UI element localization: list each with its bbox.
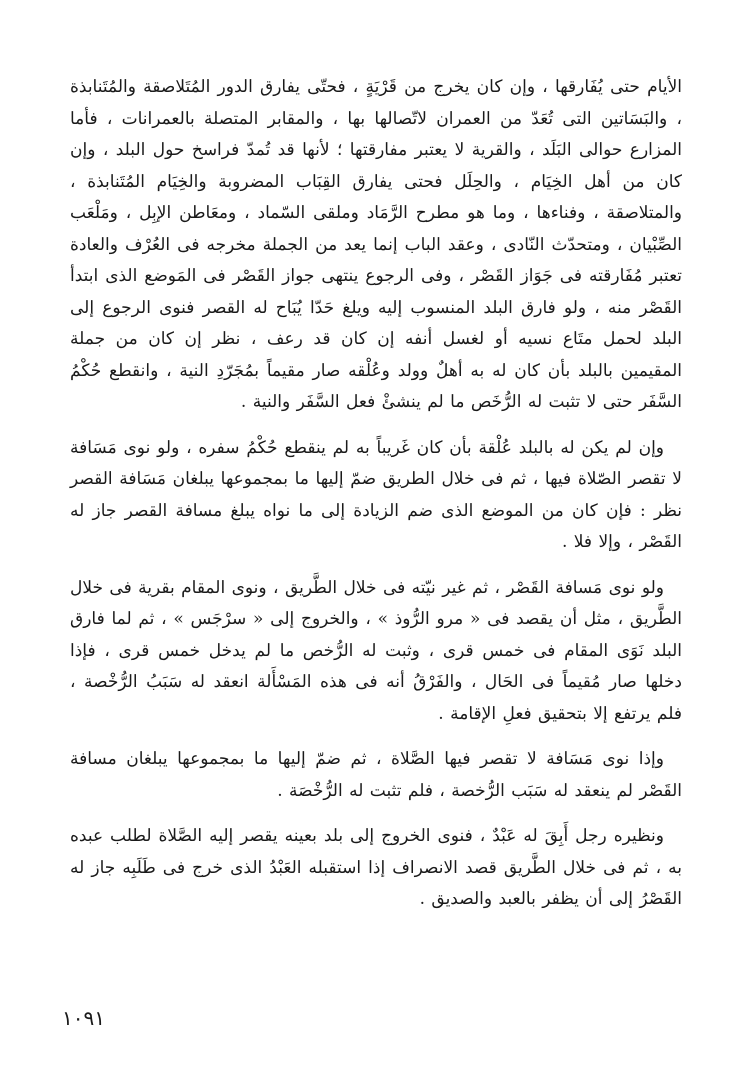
paragraph-4: وإذا نوى مَسَافة لا تقصر فيها الصَّلاة ، ثم ضمّ إليها ما بمجموعها يبلغان مسافة القَصْر لم ينعقد له سَبَب الرُّخصة ، فلم تثبت له الرُّخْصَة . [70, 749, 682, 801]
paragraph-2: وإن لم يكن له بالبلد عُلْقة بأن كان غَريباً به لم ينقطع حُكْمُ سفره ، ولو نوى مَسَافة لا تقصر الصّلاة فيها ، ثم فى خلال الطريق ضمّ إليها ما بمجموعها يبلغان مَسَافة القصر نظر : فإن كان من الموضع الذى ضم الزيادة إلى ما نواه يبلغ مسافة القصر جاز له القَصْر ، وإلا فلا . [70, 437, 682, 552]
page-number: ١٠٩١ [62, 1006, 105, 1030]
paragraph-5: ونظيره رجل أَبِقَ له عَبْدٌ ، فنوى الخروج إلى بلد بعينه يقصر إليه الصَّلاة لطلب عبده به ، ثم فى خلال الطَّريق قصد الانصراف إذا استقبله العَبْدُ الذى خرج فى طَلَبِه جاز له القَصْرُ إلى أن يظفر بالعبد والصديق . [70, 826, 682, 909]
page-body [70, 72, 682, 916]
paragraph-3: ولو نوى مَسافة القَصْر ، ثم غير نيّته فى خلال الطَّريق ، ونوى المقام بقرية فى خلال الطَّريق ، مثل أن يقصد فى « مرو الرُّوذ » ، والخروج إلى « سرْجَس » ، ثم لما فارق البلد نَوَى المقام فى خمس قرى ، وثبت له الرُّخص ما لم يدخل خمس قرى ، فإذا دخلها صار مُقيماً فى الحَال ، والفَرْقُ أنه فى هذه المَسْأَلة انعقد له سَبَبُ الرُّخْصة ، فلم يرتفع إلا بتحقيق فعلِ الإقامة . [70, 577, 682, 724]
paragraph-1: الأيام حتى يُفَارقها ، وإن كان يخرج من قَرْيَةٍ ، فحتّى يفارق الدور المُتَلاصقة والمُتَنابذة ، والبَسَاتين التى تُعَدّ من العمران لاتّصالها بها ، والمقابر المتصلة بالعمرانات ، فأما المزارع حوالى البَلَد ، والقرية لا يعتبر مفارقتها ؛ لأنها قد تُمدّ فراسخ حول البلد ، وإن كان من أهل الخِيَام ، والحِلَل فحتى يفارق القِبَاب المضروبة والخِيَام المُتَنابذة ، والمتلاصقة ، وفناءها ، وما هو مطرح الرَّمَاد وملقى السّماد ، ومعَاطن الإبِل ، ومَلْعَب الصِّبْيان ، ومتحدّث النّادى ، وعقد الباب إنما يعد من الجملة مخرجه فى العُرْف والعادة تعتبر مُفَارقته فى جَوَاز القَصْر ، وفى الرجوع ينتهى جواز القَصْر فى المَوضع الذى ابتدأ القَصْر منه ، ولو فارق البلد المنسوب إليه ويلغ حَدّا يُبَاح له القصر فنوى الرجوع إلى البلد لحمل متَاع نسيه أو لغسل أنفه إن كان قد رعف ، نظر إن كان من جملة المقيمين بالبلد بأن كان له به أهلٌ وولد وعُلْقه صار مقيماً بمُجَرّدِ النية ، وانقطع حُكْمُ السَّفَر حتى لا تثبت له الرُّخَص ما لم ينشئْ فعل السَّفَر والنية . [70, 77, 682, 412]
